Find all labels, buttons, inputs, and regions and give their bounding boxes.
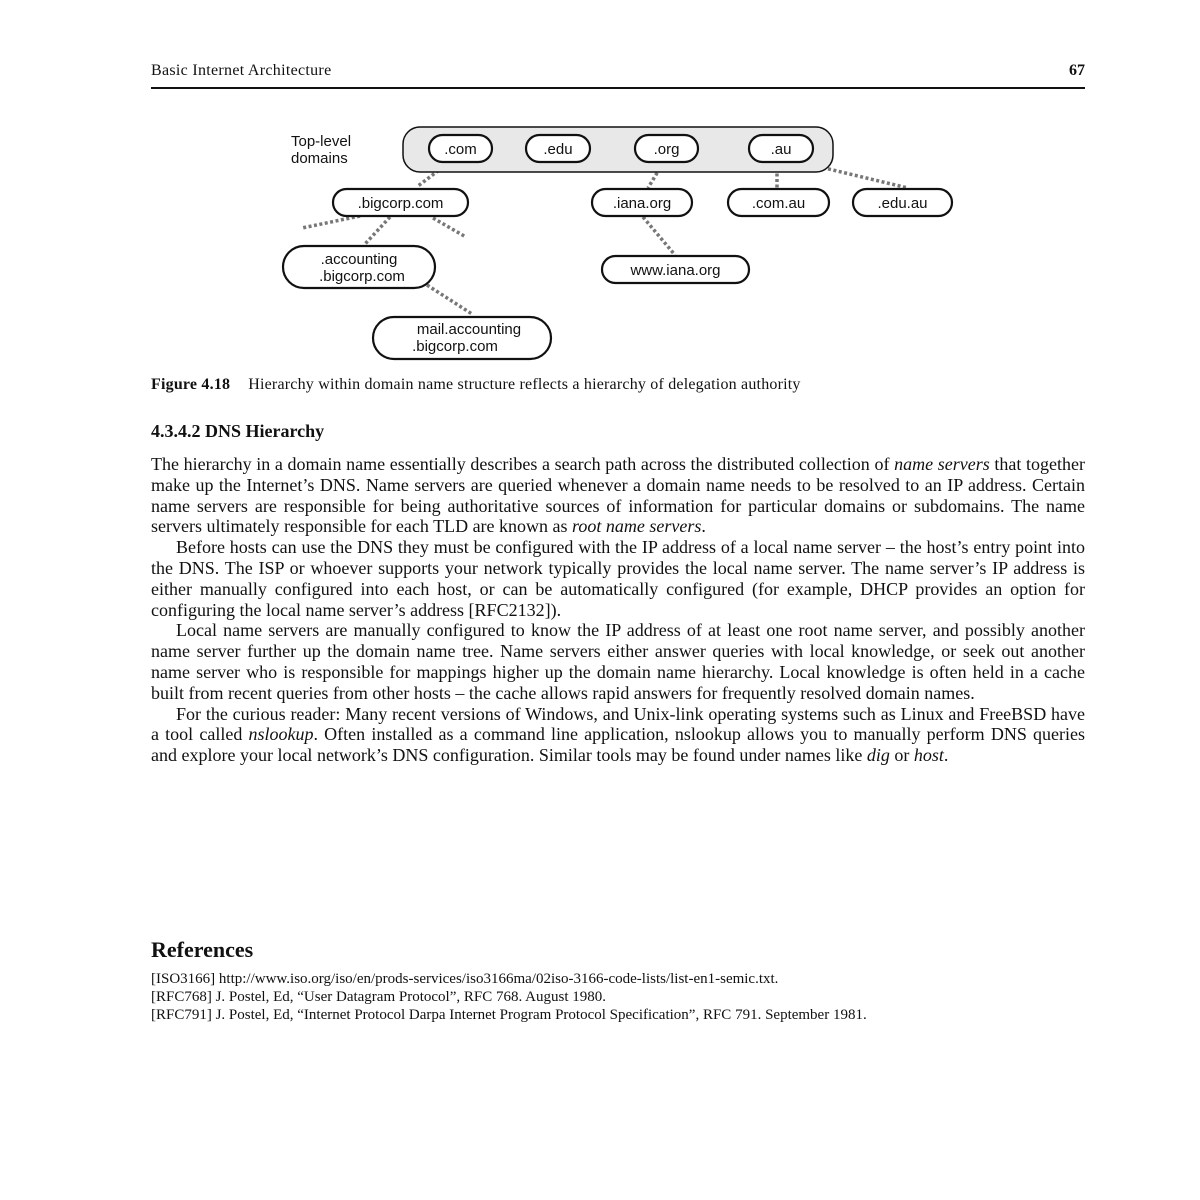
paragraph-1 xyxy=(151,454,1085,537)
paragraph-4-emphasis-host: host xyxy=(913,745,944,766)
tld-node-au xyxy=(749,135,813,162)
paragraph-4 xyxy=(151,704,1085,766)
dns-hierarchy-figure xyxy=(0,110,1200,370)
node-mail-label-line2: .bigcorp.com xyxy=(412,338,498,355)
node-mail xyxy=(373,317,551,359)
node-bigcorp xyxy=(333,189,468,216)
paragraph-4-text-d: . xyxy=(943,745,949,766)
node-comau xyxy=(728,189,829,216)
paragraph-4-emphasis-dig: dig xyxy=(866,745,890,766)
paragraph-1-text-c: . xyxy=(701,516,706,537)
tld-com-label: .com xyxy=(444,141,477,158)
node-accounting xyxy=(283,246,435,288)
tld-edu-label: .edu xyxy=(543,141,573,158)
paragraph-4-emphasis-nslookup: nslookup xyxy=(248,724,314,745)
paragraph-1-emphasis-name-servers: name servers xyxy=(894,454,990,474)
paragraph-4-text-b: . Often installed as a command line application, nslookup allows you to manually perform DNS queries and explore your local network’s DNS configuration. Similar tools may be found under names like xyxy=(151,724,1085,766)
page-number: 67 xyxy=(1069,62,1085,79)
reference-item: [RFC791] J. Postel, Ed, “Internet Protocol Darpa Internet Program Protocol Specification”, RFC 791. September 1981. xyxy=(151,1007,867,1023)
section-heading: 4.3.4.2 DNS Hierarchy xyxy=(151,421,325,441)
reference-item: [RFC768] J. Postel, Ed, “User Datagram Protocol”, RFC 768. August 1980. xyxy=(151,989,606,1005)
node-mail-label-line1: mail.accounting xyxy=(416,321,522,338)
tld-node-org xyxy=(635,135,698,162)
running-head xyxy=(151,62,1085,86)
section-body xyxy=(151,454,1085,766)
node-eduau-label: .edu.au xyxy=(877,195,928,212)
tld-label-line2: domains xyxy=(291,150,348,167)
node-eduau xyxy=(853,189,952,216)
node-iana xyxy=(592,189,692,216)
running-title: Basic Internet Architecture xyxy=(151,62,332,79)
references-list xyxy=(151,970,1085,1024)
node-accounting-label-line1: .accounting xyxy=(320,251,398,268)
paragraph-1-emphasis-root-name-servers: root name servers xyxy=(572,516,702,537)
header-rule xyxy=(151,87,1085,89)
link-accounting-mail xyxy=(427,285,472,314)
paragraph-2: Before hosts can use the DNS they must be configured with the IP address of a local name server – the host’s entry point into the DNS. The ISP or whoever supports your network typically provides the local name server. The name server’s IP address is either manually configured into each host, or can be automatically configured (for example, DHCP provides an option for configuring the local name server’s address [RFC2132]). xyxy=(151,537,1085,620)
link-bigcorp-stub-left xyxy=(302,216,360,228)
paragraph-3: Local name servers are manually configured to know the IP address of at least one root name server, and possibly another name server further up the domain name tree. Name servers either answer queries with local knowledge, or seek out another name server who is responsible for mappings higher up the domain name hierarchy. Local knowledge is often held in a cache built from recent queries from other hosts – the cache allows rapid answers for frequently resolved domain names. xyxy=(151,620,1085,703)
node-bigcorp-label: .bigcorp.com xyxy=(357,195,444,212)
figure-caption-text: Hierarchy within domain name structure reflects a hierarchy of delegation authority xyxy=(248,376,801,393)
node-accounting-label-line2: .bigcorp.com xyxy=(319,268,405,285)
node-www-iana-label: www.iana.org xyxy=(630,262,721,279)
link-iana-www xyxy=(643,217,675,255)
paragraph-4-text-c: or xyxy=(889,745,914,766)
reference-item: [ISO3166] http://www.iso.org/iso/en/prods-services/iso3166ma/02iso-3166-code-lists/list-en1-semic.txt. xyxy=(151,971,779,987)
paragraph-1-text-a: The hierarchy in a domain name essentially describes a search path across the distributed collection of xyxy=(151,454,895,474)
tld-node-edu xyxy=(526,135,590,162)
node-iana-label: .iana.org xyxy=(612,195,672,212)
figure-caption-label: Figure 4.18 xyxy=(151,376,231,393)
tree-links xyxy=(302,165,908,314)
tld-org-label: .org xyxy=(653,141,680,158)
node-comau-label: .com.au xyxy=(751,195,806,212)
tld-label-line1: Top-level xyxy=(291,133,352,150)
paragraph-4-text-a: For the curious reader: Many recent versions of Windows, and Unix-link operating systems such as Linux and FreeBSD have a tool called xyxy=(151,703,1085,745)
link-bigcorp-accounting xyxy=(365,217,390,244)
link-bigcorp-stub-right xyxy=(433,218,466,237)
figure-caption xyxy=(151,376,1085,394)
tld-au-label: .au xyxy=(770,141,792,158)
tld-node-com xyxy=(429,135,492,162)
references-heading: References xyxy=(151,937,254,962)
node-www-iana xyxy=(602,256,749,283)
paragraph-1-text-b: that together make up the Internet’s DNS. Name servers are queried whenever a domain name needs to be resolved to an IP address. Certain name servers are responsible for being authoritative sources of information for particular domains or subdomains. The name servers ultimately responsible for each TLD are known as xyxy=(151,454,1085,537)
